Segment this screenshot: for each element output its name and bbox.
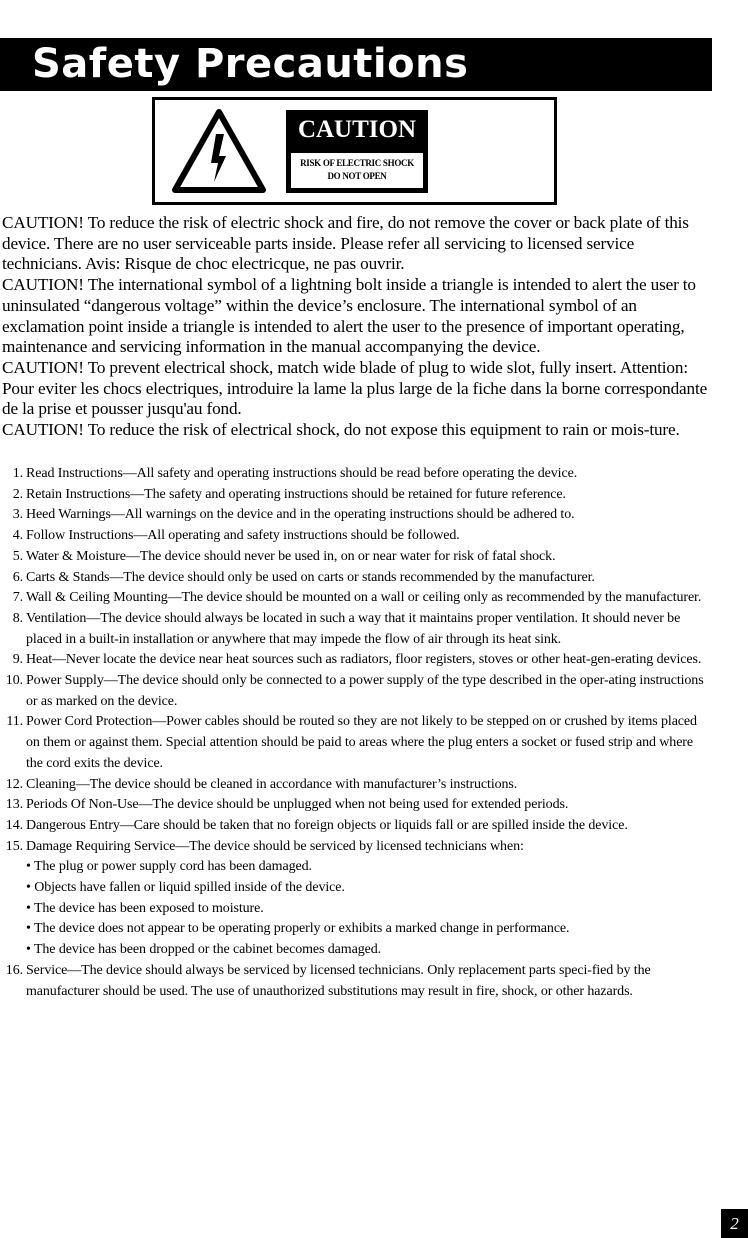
item-number: 13. [5,797,23,813]
list-item [0,547,712,568]
item-text: Damage Requiring Service—The device should be serviced by licensed technicians when: [26,838,524,854]
item-text: Power Supply—The device should only be connected to a power supply of the type described in the oper-ating instructions or as marked on the device. [26,673,704,709]
list-item [0,505,712,526]
item-number: 6. [12,569,23,585]
item-text: Read Instructions—All safety and operating instructions should be read before operating the device. [26,466,578,481]
item-number: 4. [12,528,23,544]
item-number: 3. [12,507,23,523]
item-number: 7. [12,590,23,606]
page-number: 2 [721,1209,748,1238]
title-bar [0,38,712,91]
list-item [0,816,712,837]
item-number: 12. [5,776,23,792]
item-text: Water & Moisture—The device should never be used in, on or near water for risk of fatal shock. [26,548,556,564]
item-text: Dangerous Entry—Care should be taken that no foreign objects or liquids fall or are spilled inside the device. [26,817,628,833]
list-item [0,485,712,506]
item-number: 1. [12,466,23,481]
bullet-item: • The device does not appear to be operating properly or exhibits a marked change in performance. [26,921,570,937]
item-text: Heat—Never locate the device near heat sources such as radiators, floor registers, stoves or other heat-gen-erating devices. [26,652,702,668]
list-item [0,712,712,774]
intro-text [2,213,714,441]
bullet-item: • The device has been dropped or the cabinet becomes damaged. [26,942,382,958]
item-text: Wall & Ceiling Mounting—The device should be mounted on a wall or ceiling only as recommended by the manufacturer. [26,590,702,606]
item-number: 16. [5,962,23,978]
item-number: 5. [12,548,23,564]
lightning-triangle-icon [169,106,269,196]
page-title: Safety Precautions [32,41,469,87]
list-item [0,464,712,485]
caution-sub-line-2: DO NOT OPEN [327,171,387,181]
item-text: Ventilation—The device should always be located in such a way that it maintains proper ventilation. It should never be placed in a built-in installation or anywhere that may impede the flow of air through its heat sink. [26,610,681,647]
item-text: Follow Instructions—All operating and safety instructions should be followed. [26,528,460,544]
item-number: 2. [12,486,23,502]
caution-sub-panel [291,153,423,188]
intro-paragraph: CAUTION! To prevent electrical shock, match wide blade of plug to wide slot, fully insert. Attention: Pour eviter les chocs electriques, introduire la lame la plus large de la fiche dans la borne correspondante de la prise et pousser jusqu'au fond. [2,357,708,419]
item-number: 14. [5,817,23,833]
bullet-item: • Objects have fallen or liquid spilled inside of the device. [26,880,345,896]
item-number: 8. [12,610,23,626]
item-text: Heed Warnings—All warnings on the device and in the operating instructions should be adhered to. [26,507,575,523]
item-text: Carts & Stands—The device should only be used on carts or stands recommended by the manufacturer. [26,569,595,585]
caution-sub-line-1: RISK OF ELECTRIC SHOCK [300,158,414,168]
list-item [0,588,712,609]
list-item [0,795,712,816]
safety-instructions-list [0,464,712,1002]
list-item [0,568,712,589]
item-number: 15. [5,838,23,854]
list-item [0,650,712,671]
intro-paragraph: CAUTION! To reduce the risk of electric shock and fire, do not remove the cover or back plate of this device. There are no user serviceable parts inside. Please refer all servicing to licensed service technicians. Avis: Risque de choc electricque, ne pas ouvrir. [2,213,689,274]
list-item [0,775,712,796]
item-number: 11. [6,714,23,730]
caution-label [286,110,428,193]
item-number: 10. [5,673,23,689]
list-item [0,526,712,547]
list-item [0,671,712,712]
bullet-item: • The plug or power supply cord has been damaged. [26,859,312,875]
bullet-item: • The device has been exposed to moisture. [26,900,264,916]
intro-paragraph: CAUTION! To reduce the risk of electrical shock, do not expose this equipment to rain or mois-ture. [2,420,680,440]
intro-paragraph: CAUTION! The international symbol of a lightning bolt inside a triangle is intended to alert the user to uninsulated “dangerous voltage” within the device’s enclosure. The international symbol of an exclamation point inside a triangle is intended to alert the user to the presence of important operating, maintenance and servicing information in the manual accompanying the device. [2,275,696,357]
list-item [0,961,712,1002]
caution-warning-box [152,97,557,205]
item-text: Retain Instructions—The safety and operating instructions should be retained for future reference. [26,486,566,502]
item-text: Service—The device should always be serviced by licensed technicians. Only replacement parts speci-fied by the manufacturer should be used. The use of unauthorized substitutions may result in fire, shock, or other hazards. [26,962,651,999]
list-item [0,837,712,961]
item-text: Periods Of Non-Use—The device should be unplugged when not being used for extended periods. [26,797,569,813]
item-text: Power Cord Protection—Power cables should be routed so they are not likely to be stepped on or crushed by items placed on them or against them. Special attention should be paid to areas where the plug enters a socket or fused strip and where the cord exits the device. [26,714,697,771]
list-item [0,609,712,650]
item-number: 9. [12,652,23,668]
item-text: Cleaning—The device should be cleaned in accordance with manufacturer’s instructions. [26,776,518,792]
caution-word: CAUTION [297,116,417,143]
